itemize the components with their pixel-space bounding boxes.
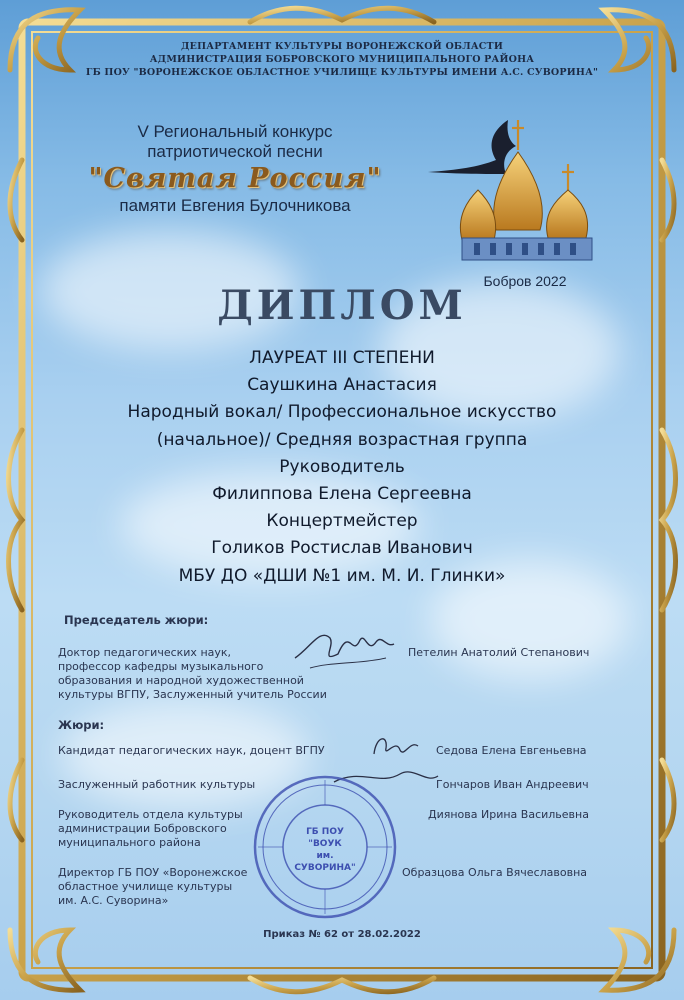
accompanist-label: Концертмейстер: [266, 511, 418, 532]
issuing-organizations: [0, 40, 684, 79]
jury-member-position: Кандидат педагогических наук, доцент ВГПУ: [58, 744, 325, 757]
position-line: профессор кафедры музыкального: [58, 660, 264, 673]
jury-member-position: [58, 866, 247, 908]
position-line: Доктор педагогических наук,: [58, 646, 232, 659]
supervisor-label: Руководитель: [279, 456, 405, 477]
nomination-line: (начальное)/ Средняя возрастная группа: [156, 429, 528, 450]
contest-line: V Региональный конкурс: [137, 122, 333, 141]
contest-line: патриотической песни: [147, 142, 323, 161]
jury-member-name: Образцова Ольга Вячеславовна: [402, 866, 588, 879]
position-line: образования и народной художественной: [58, 674, 304, 687]
position-line: им. А.С. Суворина»: [58, 894, 169, 907]
jury-member-position: Заслуженный работник культуры: [58, 778, 256, 791]
stamp-line: "ВОУК: [308, 839, 342, 849]
nomination-line: Народный вокал/ Профессиональное искусство: [127, 402, 557, 423]
award-degree: ЛАУРЕАТ III СТЕПЕНИ: [249, 348, 435, 368]
jury-member-position: [58, 808, 243, 850]
header-line: ГБ ПОУ "ВОРОНЕЖСКОЕ ОБЛАСТНОЕ УЧИЛИЩЕ КУЛЬТУРЫ ИМЕНИ А.С. СУВОРИНА": [85, 67, 599, 78]
school-name: МБУ ДО «ДШИ №1 им. М. И. Глинки»: [178, 565, 506, 586]
jury-member-name: Седова Елена Евгеньевна: [436, 744, 587, 757]
accompanist-name: Голиков Ростислав Иванович: [211, 538, 473, 559]
position-line: администрации Бобровского: [58, 822, 227, 835]
chair-signature: [290, 618, 400, 678]
position-line: Директор ГБ ПОУ «Воронежское: [58, 866, 248, 879]
participant-name: Саушкина Анастасия: [247, 375, 437, 396]
contest-name: "Святая Россия": [88, 163, 382, 194]
diploma-title: ДИПЛОМ: [217, 282, 467, 329]
chair-name: Петелин Анатолий Степанович: [408, 646, 590, 659]
jury-member-name: Диянова Ирина Васильевна: [428, 808, 589, 821]
stamp-line: ГБ ПОУ: [306, 827, 344, 837]
position-line: Руководитель отдела культуры: [58, 808, 243, 821]
position-line: муниципального района: [58, 836, 201, 849]
header-line: АДМИНИСТРАЦИЯ БОБРОВСКОГО МУНИЦИПАЛЬНОГО РАЙОНА: [149, 54, 535, 65]
chair-heading: Председатель жюри:: [64, 613, 209, 627]
position-line: областное училище культуры: [58, 880, 233, 893]
church-domes-bird-logo-icon: [418, 112, 608, 277]
award-text-block: [0, 345, 684, 590]
position-line: культуры ВГПУ, Заслуженный учитель России: [58, 688, 327, 701]
header-line: ДЕПАРТАМЕНТ КУЛЬТУРЫ ВОРОНЕЖСКОЙ ОБЛАСТИ: [181, 41, 503, 52]
stamp-line: им.: [316, 851, 334, 861]
contest-title-block: [80, 122, 390, 216]
contest-line: памяти Евгения Булочникова: [119, 196, 351, 215]
jury-member-name: Гончаров Иван Андреевич: [436, 778, 589, 791]
supervisor-name: Филиппова Елена Сергеевна: [212, 484, 472, 505]
jury-heading: Жюри:: [58, 718, 105, 732]
stamp-line: СУВОРИНА": [294, 863, 356, 873]
official-round-stamp: [250, 772, 400, 922]
logo-caption: Бобров 2022: [483, 273, 567, 289]
order-reference: Приказ № 62 от 28.02.2022: [263, 929, 421, 940]
